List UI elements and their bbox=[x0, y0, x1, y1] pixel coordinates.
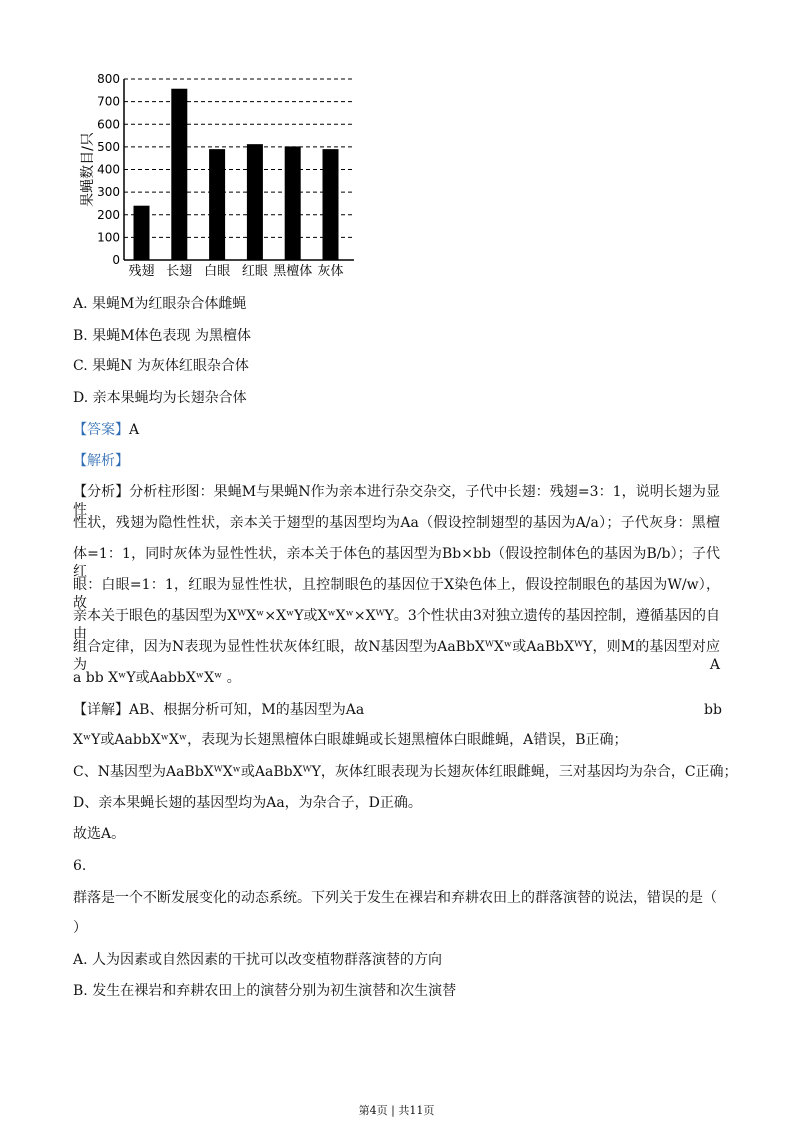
option-d: D. 亲本果蝇均为长翅杂合体 bbox=[73, 390, 247, 406]
analysis-line: 亲本关于眼色的基因型为XᵂXʷ×XʷY或XʷXʷ×XᵂY。3个性状由3对独立遗传的基因控制，遵循基因的自由 bbox=[73, 608, 720, 642]
x-tick-label: 红眼 bbox=[241, 264, 268, 279]
option-a: A. 果蝇M为红眼杂合体雌蝇 bbox=[73, 296, 247, 312]
y-tick-label: 800 bbox=[97, 72, 120, 86]
detail-line: 故选A。 bbox=[73, 826, 126, 842]
y-tick-label: 200 bbox=[97, 207, 120, 222]
y-tick-label: 100 bbox=[97, 230, 120, 245]
bar-红眼 bbox=[247, 144, 263, 260]
analysis-line: 眼：白眼=1：1，红眼为显性性状，且控制眼色的基因位于X染色体上，假设控制眼色的基因为W/w），故 bbox=[73, 577, 720, 611]
detail-line: C、N基因型为AaBbXᵂXʷ或AaBbXᵂY，灰体红眼表现为长翅灰体红眼雌蝇，三对基因均为杂合，C正确； bbox=[73, 764, 738, 780]
bar-白眼 bbox=[209, 149, 225, 260]
y-axis-label: 果蝇数目/只 bbox=[80, 132, 96, 207]
y-tick-label: 0 bbox=[112, 253, 120, 267]
x-tick-label: 黑檀体 bbox=[273, 264, 313, 279]
detail-line: XʷY或AabbXʷXʷ，表现为长翅黑檀体白眼雄蝇或长翅黑檀体白眼雌蝇，A错误，B正确； bbox=[73, 732, 628, 748]
answer bbox=[73, 421, 139, 439]
option-b: B. 果蝇M体色表现 为黑檀体 bbox=[73, 328, 251, 344]
bar-chart bbox=[70, 65, 370, 285]
y-tick-label: 300 bbox=[97, 185, 120, 200]
page-footer: 第4页 | 共11页 bbox=[358, 1104, 435, 1117]
bar-长翅 bbox=[171, 89, 187, 260]
bar-灰体 bbox=[323, 149, 339, 260]
q6-option-a: A. 人为因素或自然因素的干扰可以改变植物群落演替的方向 bbox=[73, 952, 443, 968]
x-tick-label: 残翅 bbox=[128, 264, 155, 279]
detail-line: 【详解】AB、根据分析可知，M的基因型为Aa bbox=[73, 702, 365, 718]
bar-黑檀体 bbox=[285, 146, 301, 260]
analysis-line: 体=1：1，同时灰体为显性性状，亲本关于体色的基因型为Bb×bb（假设控制体色的基因为B/b）；子代红 bbox=[73, 546, 720, 580]
analysis-line: 性状，残翅为隐性性状，亲本关于翅型的基因型均为Aa（假设控制翅型的基因为A/a）；子代灰身：黑檀 bbox=[73, 515, 720, 531]
analysis-label: 【解析】 bbox=[73, 453, 129, 469]
q6-option-b: B. 发生在裸岩和弃耕农田上的演替分别为初生演替和次生演替 bbox=[73, 983, 457, 999]
y-tick-label: 500 bbox=[97, 139, 120, 154]
question-number: 6. bbox=[73, 858, 87, 874]
analysis-line: 组合定律，因为N表现为显性性状灰体红眼，故N基因型为AaBbXᵂXʷ或AaBbXᵂY，则M的基因型对应为A bbox=[73, 639, 720, 673]
x-tick-label: 灰体 bbox=[317, 264, 344, 279]
question-stem-end: ） bbox=[73, 920, 87, 936]
detail-line: D、亲本果蝇长翅的基因型均为Aa，为杂合子，D正确。 bbox=[73, 795, 422, 811]
bar-残翅 bbox=[134, 206, 150, 260]
question-stem: 群落是一个不断发展变化的动态系统。下列关于发生在裸岩和弃耕农田上的群落演替的说法，错误的是（ bbox=[73, 890, 717, 906]
analysis-line: a bb XʷY或AabbXʷXʷ 。 bbox=[73, 670, 241, 686]
option-c: C. 果蝇N 为灰体红眼杂合体 bbox=[73, 358, 249, 374]
x-tick-label: 长翅 bbox=[166, 264, 193, 279]
y-tick-label: 700 bbox=[97, 94, 120, 109]
analysis-line: 【分析】分析柱形图：果蝇M与果蝇N作为亲本进行杂交杂交，子代中长翅：残翅=3：1，说明长翅为显性 bbox=[73, 484, 720, 518]
y-tick-label: 400 bbox=[97, 162, 120, 177]
y-tick-label: 600 bbox=[97, 117, 120, 132]
answer-label: 【答案】 bbox=[73, 422, 129, 438]
detail-line-right: bb bbox=[704, 702, 722, 718]
answer-value: A bbox=[129, 422, 140, 438]
x-tick-label: 白眼 bbox=[204, 264, 231, 279]
